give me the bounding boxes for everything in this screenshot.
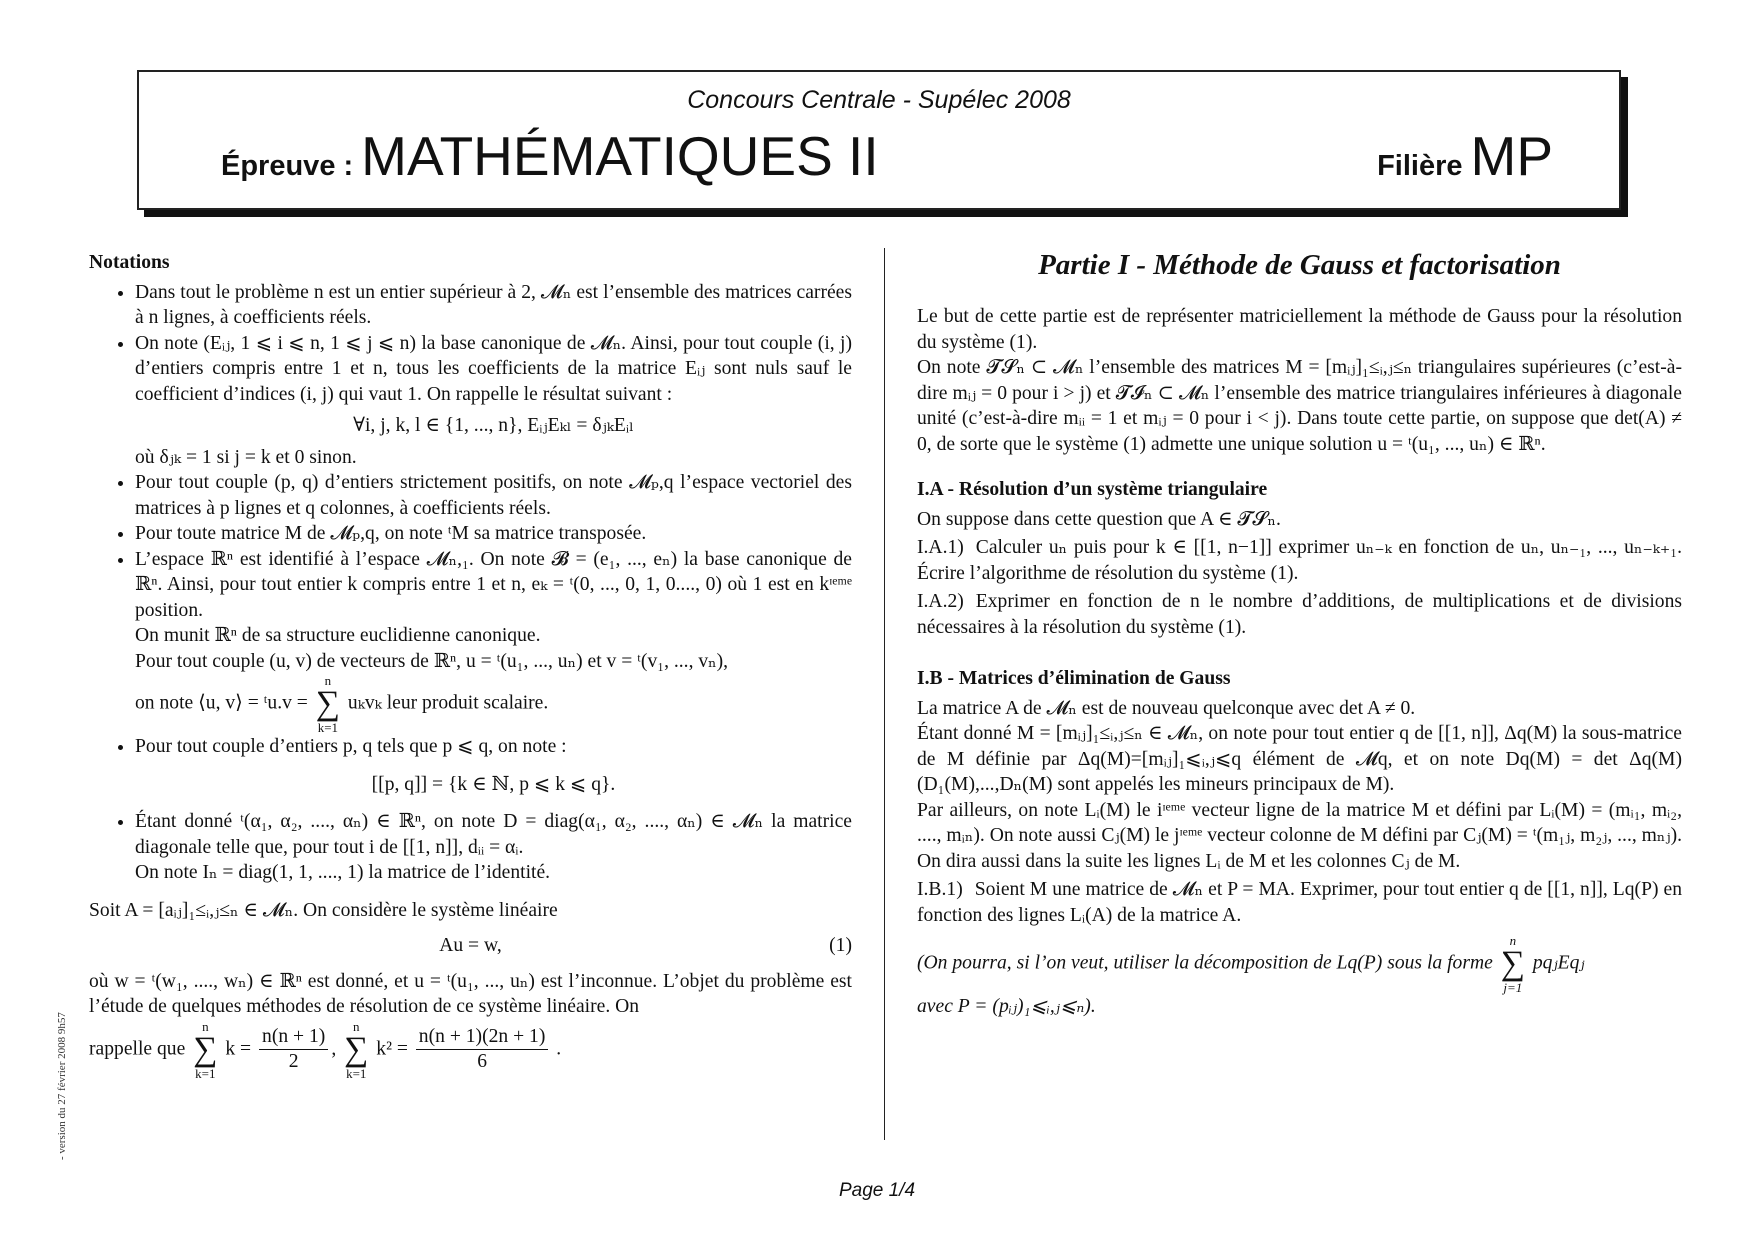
part-intro-2: On note 𝓣𝓢ₙ ⊂ 𝓜ₙ l’ensemble des matrices M = [mᵢⱼ]₁≤ᵢ,ⱼ≤ₙ triangulaires supérieures (c’est-à-dire mᵢⱼ = 0 pour i > j) et 𝓣𝓘ₙ ⊂ 𝓜ₙ l’ensemble des matrice triangulaires inférieures à diagonale unité (c’est-à-dire mᵢᵢ = 1 et mᵢⱼ = 0 pour i < j). Dans toute cette partie, on suppose que det(A) ≠ 0, de sorte que le système (1) admette une unique solution u = ᵗ(u₁, ..., uₙ) ∈ ℝⁿ. (917, 357, 1682, 455)
question (917, 535, 1682, 586)
scalar-product-lhs: on note ⟨u, v⟩ = ᵗu.v = (135, 692, 308, 714)
question-number: I.A.2) (917, 591, 964, 612)
interval-formula: [[p, q]] = {k ∈ ℕ, p ⩽ k ⩽ q}. (371, 773, 616, 795)
left-column (89, 248, 852, 1080)
denominator: 6 (477, 1051, 487, 1072)
basis-text: On note (Eᵢⱼ, 1 ⩽ i ⩽ n, 1 ⩽ j ⩽ n) la base canonique de 𝓜ₙ. Ainsi, pour tout couple (i, j) d’entiers compris entre 1 et n, tous les coefficients de la matrice Eᵢⱼ sont nuls sauf le coefficient d’indices (i, j) qui vaut 1. On rappelle le résultat suivant : (135, 332, 852, 405)
subject-title: MATHÉMATIQUES II (361, 125, 879, 187)
list-item (135, 547, 852, 735)
exam-header (137, 70, 1621, 210)
question-number: I.A.1) (917, 537, 964, 558)
column-divider (884, 248, 885, 1140)
part-intro: Le but de cette partie est de représenter matriciellement la méthode de Gauss pour la résolution du système (1). (917, 306, 1682, 353)
question-number: I.B.1) (917, 879, 963, 900)
equation: Au = w, (439, 935, 502, 956)
list-item: • Pour toute matrice M de 𝓜ₚ,q, on note ᵗM sa matrice transposée. (135, 521, 852, 547)
version-stamp (56, 960, 76, 1170)
page-number: Page 1/4 (838, 1180, 916, 1201)
sum-lower: k=1 (346, 1065, 367, 1081)
sum-symbol: n ∑ k=1 (193, 1018, 218, 1081)
sum-upper: n (1509, 933, 1517, 948)
list-item (135, 809, 852, 886)
identity-line: On note Iₙ = diag(1, 1, ...., 1) la matrice de l’identité. (135, 862, 551, 883)
diag-text: Étant donné ᵗ(α₁, α₂, ...., αₙ) ∈ ℝⁿ, on note D = diag(α₁, α₂, ...., αₙ) ∈ 𝓜ₙ la matrice diagonale telle que, pour tout i de [[1, n]], dᵢᵢ = αᵢ. (135, 811, 852, 858)
sum-upper: n (202, 1018, 209, 1034)
notations-heading: Notations (89, 252, 170, 273)
sum-upper: n (352, 1018, 360, 1034)
sum-symbol: n ∑ k=1 (344, 1018, 369, 1081)
section-heading: I.A - Résolution d’un système triangulaire (917, 479, 1268, 500)
filiere-label: Filière (1377, 150, 1463, 182)
denominator: 2 (288, 1051, 299, 1072)
numerator: n(n + 1)(2n + 1) (416, 1025, 549, 1050)
version-text: - version du 27 février 2008 9h57 (56, 1012, 68, 1160)
section-heading: I.B - Matrices d’élimination de Gauss (917, 668, 1231, 689)
system-equation (89, 933, 852, 959)
scalar-product-rhs: uₖvₖ leur produit scalaire. (347, 692, 549, 714)
system-intro: Soit A = [aᵢⱼ]₁≤ᵢ,ⱼ≤ₙ ∈ 𝓜ₙ. On considère le système linéaire (89, 899, 558, 921)
euclid-line: Pour tout couple (u, v) de vecteurs de ℝⁿ, u = ᵗ(u₁, ..., uₙ) et v = ᵗ(v₁, ..., vₙ), (135, 650, 729, 672)
right-column (917, 248, 1682, 1020)
interval-text: Pour tout couple d’entiers p, q tels que p ⩽ q, on note : (135, 736, 567, 757)
hint-term: pqⱼEqⱼ (1532, 952, 1585, 974)
part-title: Partie I - Méthode de Gauss et factorisation (1038, 249, 1561, 281)
hint-end: avec P = (pᵢⱼ)₁⩽ᵢ,ⱼ⩽ₙ). (917, 996, 1096, 1017)
kronecker-note: où δⱼₖ = 1 si j = k et 0 sinon. (135, 446, 357, 468)
track (1377, 124, 1553, 188)
sum-lower: j=1 (1503, 980, 1523, 995)
question-text: Calculer uₙ puis pour k ∈ [[1, n−1]] exprimer uₙ₋ₖ en fonction de uₙ, uₙ₋₁, ..., uₙ₋ₖ₊₁. Écrire l’algorithme de résolution du système (1). (917, 537, 1682, 584)
list-item (135, 331, 852, 471)
list-item: • Dans tout le problème n est un entier supérieur à 2, 𝓜ₙ est l’ensemble des matrices carrées à n lignes, à coefficients réels. (135, 280, 852, 331)
fraction (259, 1025, 328, 1074)
sum-upper: n (324, 673, 332, 688)
kronecker-formula: ∀i, j, k, l ∈ {1, ..., n}, EᵢⱼEₖₗ = δⱼₖEᵢₗ (353, 415, 634, 436)
question-text: Soient M une matrice de 𝓜ₙ et P = MA. Exprimer, pour tout entier q de [[1, n]], Lq(P) en fonction des lignes Lᵢ(A) de la matrice A. (917, 879, 1682, 926)
system-description: où w = ᵗ(w₁, ...., wₙ) ∈ ℝⁿ est donné, et u = ᵗ(u₁, ..., uₙ) est l’inconnue. L’objet du problème est l’étude de quelques méthodes de résolution de ce système linéaire. On (89, 970, 852, 1017)
section-paragraph: Étant donné M = [mᵢⱼ]₁≤ᵢ,ⱼ≤ₙ ∈ 𝓜ₙ, on note pour tout entier q de [[1, n]], Δq(M) la sous-matrice de M définie par Δq(M)=[mᵢⱼ]₁⩽ᵢ,ⱼ⩽q élément de 𝓜q, et on note Dq(M) = det Δq(M) (D₁(M),...,Dₙ(M) sont appelés les mineurs principaux de M). (917, 723, 1682, 795)
sum-lower: k=1 (195, 1065, 216, 1081)
equation-number: (1) (829, 935, 852, 956)
notations-list (89, 280, 852, 886)
list-item: • Pour tout couple (p, q) d’entiers strictement positifs, on note 𝓜ₚ,q l’espace vectoriel des matrices à p lignes et q colonnes, à coefficients réels. (135, 470, 852, 521)
section-paragraph: Par ailleurs, on note Lᵢ(M) le iᶦᵉᵐᵉ vecteur ligne de la matrice M et défini par Lᵢ(M) = (mᵢ₁, mᵢ₂, ...., mᵢₙ). On note aussi Cⱼ(M) le jᶦᵉᵐᵉ vecteur colonne de M défini par Cⱼ(M) = ᵗ(m₁ⱼ, m₂ⱼ, ..., mₙⱼ). On dira aussi dans la suite les lignes Lᵢ de M et les colonnes Cⱼ de M. (917, 799, 1682, 872)
question (917, 589, 1682, 640)
numerator: n(n + 1) (259, 1025, 328, 1050)
sum-reminder: rappelle que n ∑ k=1 k = $\frac{n(n + 1)}{2}$ , n ∑ k=1 k² = $\frac{n(n + 1)(2n + 1)}{6}$ . (89, 1018, 562, 1081)
question (917, 877, 1682, 928)
scalar-product (135, 674, 852, 734)
space-text: L’espace ℝⁿ est identifié à l’espace 𝓜ₙ,₁. On note 𝓑 = (e₁, ..., eₙ) la base canonique de ℝⁿ. Ainsi, pour tout entier k compris entre 1 et n, eₖ = ᵗ(0, ..., 0, 1, 0...., 0) où 1 est en kᶦᵉᵐᵉ position. (135, 548, 852, 621)
sum-lower: k=1 (317, 720, 339, 735)
fraction (416, 1025, 549, 1074)
reminder-text: rappelle que (89, 1038, 186, 1059)
hint (917, 934, 1682, 1020)
sum-term: k = (225, 1038, 252, 1059)
sum-symbol: n ∑ j=1 (1500, 933, 1525, 995)
section-paragraph: La matrice A de 𝓜ₙ est de nouveau quelconque avec det A ≠ 0. (917, 697, 1416, 719)
hint-text: (On pourra, si l’on veut, utiliser la décomposition de Lq(P) sous la forme (917, 952, 1493, 974)
list-item (135, 734, 852, 797)
contest-name: Concours Centrale - Supélec 2008 (687, 86, 1071, 114)
epreuve-label: Épreuve : (221, 150, 354, 182)
question-text: Exprimer en fonction de n le nombre d’additions, de multiplications et de divisions nécessaires à la résolution du système (1). (917, 591, 1682, 638)
euclid-line: On munit ℝⁿ de sa structure euclidienne canonique. (135, 625, 541, 646)
sum-symbol: n ∑ k=1 (315, 673, 340, 735)
filiere-value: MP (1470, 125, 1553, 187)
section-intro: On suppose dans cette question que A ∈ 𝓣𝓢ₙ. (917, 508, 1281, 530)
exam-title (221, 124, 879, 188)
sum-term: k² = (376, 1038, 408, 1059)
